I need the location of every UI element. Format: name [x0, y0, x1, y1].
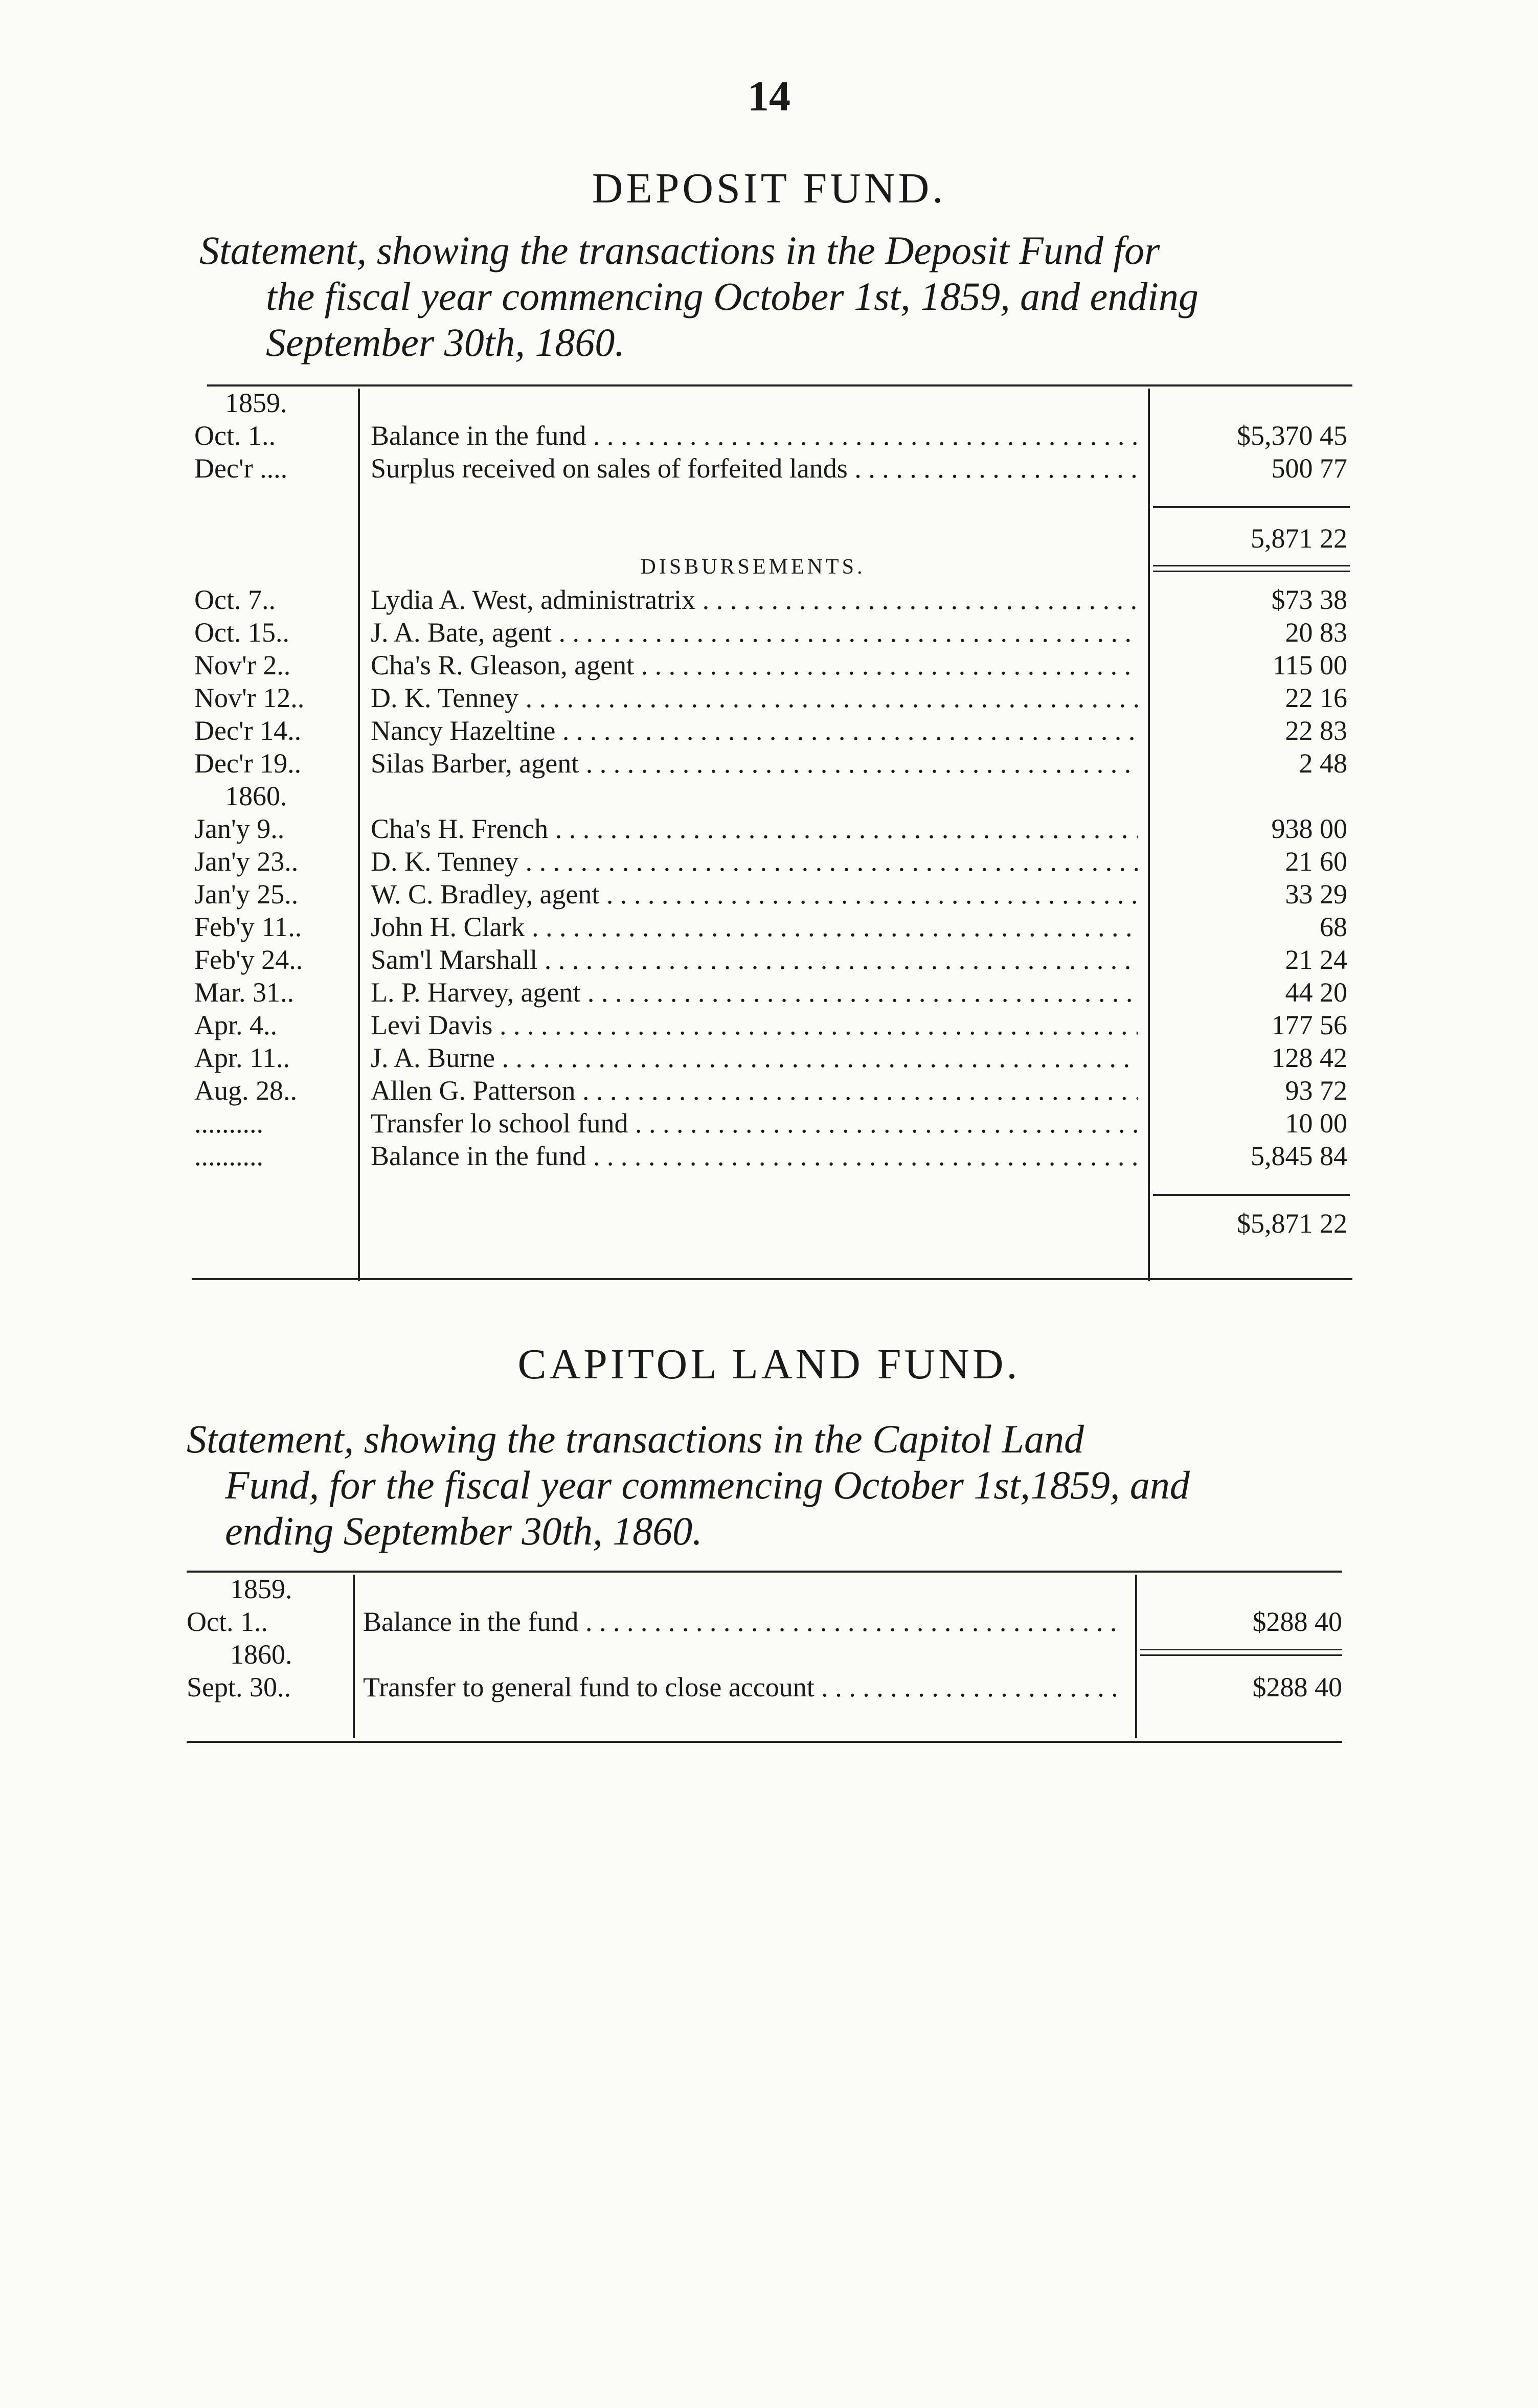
row-description: Lydia A. West, administratrix . . .: [371, 583, 1138, 617]
row-date: Apr. 11..: [194, 1042, 290, 1073]
capitol-table-bottom-rule: [187, 1741, 1342, 1743]
table-row: [0, 877, 1538, 911]
statement-line: September 30th, 1860.: [266, 320, 625, 365]
row-description: Balance in the fund . . .: [363, 1605, 1125, 1639]
row-description: Transfer lo school fund . . .: [371, 1106, 1138, 1140]
row-date: Dec'r 19..: [194, 748, 302, 779]
table-row: [0, 386, 1538, 420]
row-description: Cha's R. Gleason, agent . . .: [371, 648, 1138, 682]
row-year: 1860.: [230, 1639, 292, 1670]
table-row: [0, 451, 1538, 485]
table-row: [0, 1074, 1538, 1107]
table-row: [0, 845, 1538, 878]
capitol-land-fund-statement: [187, 1416, 1190, 1554]
row-description: Balance in the fund . . .: [371, 419, 1138, 452]
row-description: Silas Barber, agent . . .: [371, 746, 1138, 780]
row-amount: 938 00: [1271, 813, 1347, 844]
row-amount: 33 29: [1285, 879, 1347, 910]
table-row: [0, 648, 1538, 682]
page-number: 14: [748, 73, 790, 120]
row-date: Feb'y 24..: [194, 944, 303, 975]
row-amount: 115 00: [1272, 650, 1347, 680]
row-description: Surplus received on sales of forfeited lands . . .: [371, 451, 1138, 485]
row-amount: $73 38: [1271, 584, 1347, 615]
table-row: [0, 943, 1538, 976]
table-row: [0, 1041, 1538, 1075]
row-amount: $288 40: [1252, 1606, 1342, 1637]
table-row: [0, 714, 1538, 747]
row-amount: 20 83: [1285, 617, 1347, 648]
row-date: Apr. 4..: [194, 1010, 277, 1040]
row-date: Jan'y 23..: [194, 846, 299, 877]
row-description: D. K. Tenney . . .: [371, 681, 1138, 715]
row-description: John H. Clark . . .: [371, 910, 1138, 944]
row-amount: 177 56: [1271, 1010, 1347, 1040]
row-amount: 68: [1320, 912, 1347, 942]
row-amount: $5,370 45: [1237, 420, 1347, 451]
receipts-total-row: [0, 521, 1538, 555]
statement-line: Statement, showing the transactions in the Deposit Fund for: [199, 228, 1160, 272]
table-row: [0, 1139, 1538, 1173]
receipts-sum-rule: [1153, 506, 1350, 508]
row-amount: 22 16: [1285, 683, 1347, 713]
row-date: ..........: [194, 1108, 263, 1139]
row-description: Sam'l Marshall . . .: [371, 943, 1138, 976]
table-row: [0, 910, 1538, 944]
statement-line: Fund, for the fiscal year commencing October 1st,1859, and: [225, 1463, 1190, 1507]
row-year: 1860.: [225, 781, 287, 811]
row-amount: 500 77: [1271, 453, 1347, 484]
receipts-total: 5,871 22: [1251, 523, 1347, 554]
capitol-double-rule: [1140, 1649, 1342, 1656]
row-description: W. C. Bradley, agent . . .: [371, 877, 1138, 911]
row-amount: $288 40: [1252, 1672, 1342, 1702]
row-description: L. P. Harvey, agent . . .: [371, 975, 1138, 1009]
row-date: Jan'y 25..: [194, 879, 299, 910]
row-date: Feb'y 11..: [194, 912, 302, 942]
row-date: Oct. 7..: [194, 584, 276, 615]
disbursements-heading: DISBURSEMENTS.: [640, 555, 866, 579]
row-amount: 44 20: [1285, 977, 1347, 1008]
row-date: Oct. 1..: [187, 1606, 268, 1637]
row-description: Nancy Hazeltine . . .: [371, 714, 1138, 747]
row-description: Levi Davis . . .: [371, 1008, 1138, 1042]
capitol-land-fund-title: CAPITOL LAND FUND.: [517, 1341, 1021, 1388]
row-amount: 22 83: [1285, 715, 1347, 746]
row-amount: 128 42: [1271, 1042, 1347, 1073]
table-row: [0, 1605, 1538, 1639]
row-date: Oct. 15..: [194, 617, 289, 648]
table-row: [0, 1572, 1538, 1606]
row-year: 1859.: [230, 1574, 292, 1604]
deposit-fund-statement: [199, 228, 1198, 366]
disbursements-sum-rule: [1153, 1194, 1350, 1196]
row-date: Sept. 30..: [187, 1672, 291, 1702]
row-date: Aug. 28..: [194, 1075, 297, 1106]
row-date: Jan'y 9..: [194, 813, 285, 844]
row-date: Nov'r 2..: [194, 650, 291, 680]
statement-line: ending September 30th, 1860.: [225, 1509, 703, 1553]
receipts-double-rule: [1153, 565, 1350, 572]
table-row: [0, 779, 1538, 813]
table-row: [0, 616, 1538, 649]
row-date: Oct. 1..: [194, 420, 276, 451]
row-description: Balance in the fund . . .: [371, 1139, 1138, 1173]
table-row: [0, 1670, 1538, 1704]
table-row: [0, 1008, 1538, 1042]
row-amount: 2 48: [1299, 748, 1347, 779]
row-description: Allen G. Patterson . . .: [371, 1074, 1138, 1107]
row-amount: 5,845 84: [1251, 1141, 1347, 1171]
table-row: [0, 975, 1538, 1009]
deposit-fund-title: DEPOSIT FUND.: [592, 165, 946, 212]
disbursements-total-row: [0, 1207, 1538, 1240]
row-amount: 93 72: [1285, 1075, 1347, 1106]
statement-line: the fiscal year commencing October 1st, 1859, and ending: [266, 274, 1198, 319]
table-row: [0, 681, 1538, 715]
disbursements-total: $5,871 22: [1237, 1208, 1347, 1239]
row-date: Nov'r 12..: [194, 683, 305, 713]
table-row: [0, 1106, 1538, 1140]
row-description: J. A. Bate, agent . . .: [371, 616, 1138, 649]
row-amount: 10 00: [1285, 1108, 1347, 1139]
statement-line: Statement, showing the transactions in the Capitol Land: [187, 1417, 1084, 1461]
row-description: D. K. Tenney . . .: [371, 845, 1138, 878]
row-date: Mar. 31..: [194, 977, 294, 1008]
table-row: [0, 746, 1538, 780]
row-amount: 21 24: [1285, 944, 1347, 975]
row-amount: 21 60: [1285, 846, 1347, 877]
row-description: Transfer to general fund to close account . . .: [363, 1670, 1125, 1704]
row-description: Cha's H. French . . .: [371, 812, 1138, 846]
table-bottom-rule: [192, 1278, 1352, 1280]
row-date: Dec'r ....: [194, 453, 288, 484]
table-row: [0, 419, 1538, 452]
row-date: ..........: [194, 1141, 263, 1171]
row-date: Dec'r 14..: [194, 715, 302, 746]
table-row: [0, 583, 1538, 617]
row-description: J. A. Burne . . .: [371, 1041, 1138, 1075]
table-row: [0, 812, 1538, 846]
row-year: 1859.: [225, 388, 287, 418]
